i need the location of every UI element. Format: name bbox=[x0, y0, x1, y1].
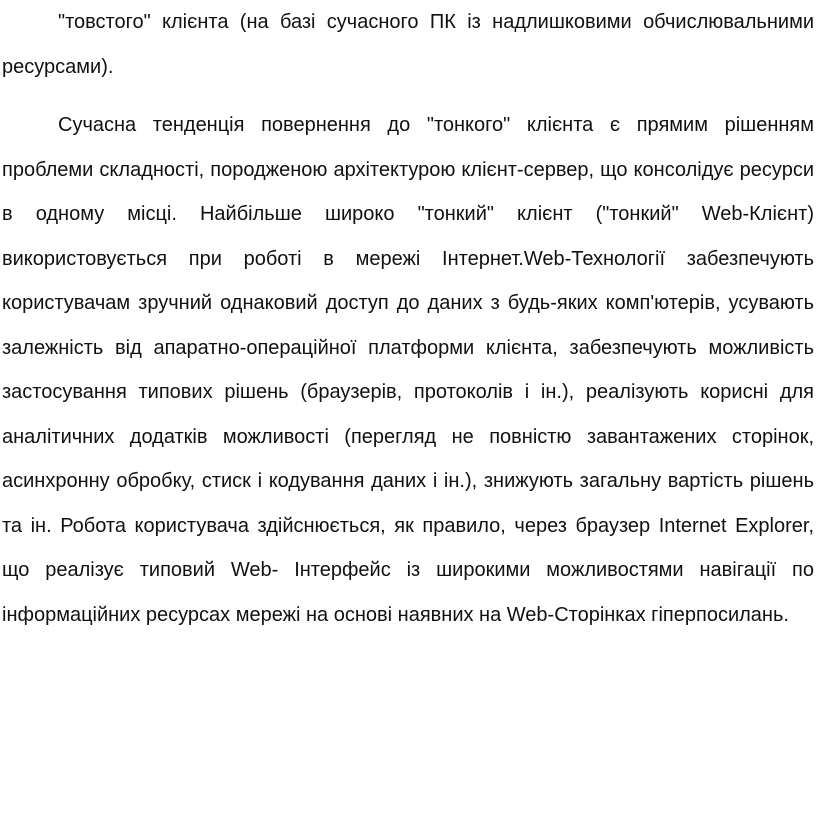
paragraph-continuation: "товстого" клієнта (на базі сучасного ПК із надлишковими обчислювальними ресурсами). bbox=[2, 11, 814, 78]
paragraph-thin-client: Сучасна тенденція повернення до "тонкого" клієнта є прямим рішенням проблеми складності, породженою архітектурою клієнт-сервер, що консолідує ресурси в одному місці. Найбільше широко "тонкий" клієнт ("тонкий" Web-Клієнт) використовується при роботі в мережі Інтернет.Web-Технології забезпечують користувачам зручний однаковий доступ до даних з будь-яких комп'ютерів, усувають залежність від апаратно-операційної платформи клієнта, забезпечують можливість застосування типових рішень (браузерів, протоколів і ін.), реалізують корисні для аналітичних додатків можливості (перегляд не повністю завантажених сторінок, асинхронну обробку, стиск і кодування даних і ін.), знижують загальну вартість рішень та ін. Робота користувача здійснюється, як правило, через браузер Internet Explorer, що реалізує типовий Web- Інтерфейс із широкими можливостями навігації по інформаційних ресурсах мережі на основі наявних на Web-Сторінках гіперпосилань. bbox=[2, 114, 814, 626]
